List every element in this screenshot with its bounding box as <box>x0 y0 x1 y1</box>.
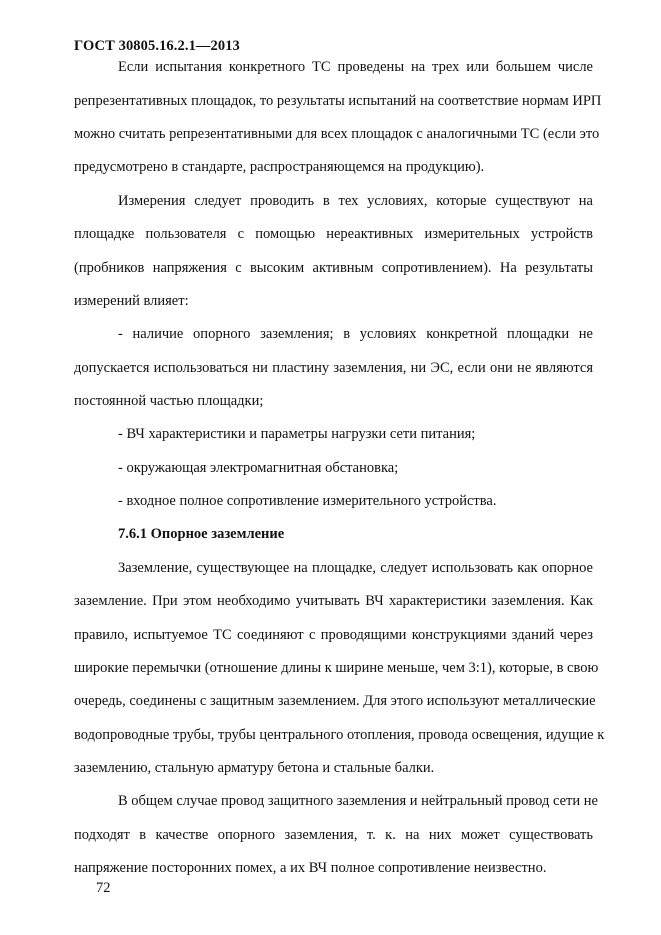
text-line: правило, испытуемое ТС соединяют с проводящими конструкциями зданий через <box>74 627 593 643</box>
text-line: очередь, соединены с защитным заземлением. Для этого используют металлические <box>74 693 596 709</box>
text-line: (пробников напряжения с высоким активным сопротивлением). На результаты <box>74 260 593 276</box>
text-line: подходят в качестве опорного заземления, т. к. на них может существовать <box>74 827 593 843</box>
text-line: постоянной частью площадки; <box>74 393 264 409</box>
text-line: площадке пользователя с помощью нереактивных измерительных устройств <box>74 226 593 242</box>
list-item: - наличие опорного заземления; в условиях конкретной площадки не <box>118 326 593 342</box>
text-line: В общем случае провод защитного заземления и нейтральный провод сети не <box>118 793 598 809</box>
page-number: 72 <box>96 880 111 896</box>
text-line: предусмотрено в стандарте, распространяющемся на продукцию). <box>74 159 485 175</box>
list-item: - ВЧ характеристики и параметры нагрузки сети питания; <box>118 426 476 442</box>
text-line: Если испытания конкретного ТС проведены на трех или большем числе <box>118 59 593 75</box>
text-line: заземление. При этом необходимо учитывать ВЧ характеристики заземления. Как <box>74 593 593 609</box>
document-header: ГОСТ 30805.16.2.1—2013 <box>74 38 240 54</box>
text-line: водопроводные трубы, трубы центрального отопления, провода освещения, идущие к <box>74 727 605 743</box>
list-item: - окружающая электромагнитная обстановка; <box>118 460 399 476</box>
text-line: можно считать репрезентативными для всех площадок с аналогичными ТС (если это <box>74 126 600 142</box>
text-line: широкие перемычки (отношение длины к ширине меньше, чем 3:1), которые, в свою <box>74 660 599 676</box>
text-line: Заземление, существующее на площадке, следует использовать как опорное <box>118 560 593 576</box>
text-line: допускается использоваться ни пластину заземления, ни ЭС, если они не являются <box>74 360 593 376</box>
text-line: напряжение посторонних помех, а их ВЧ полное сопротивление неизвестно. <box>74 860 547 876</box>
text-line: заземлению, стальную арматуру бетона и стальные балки. <box>74 760 435 776</box>
text-line: измерений влияет: <box>74 293 189 309</box>
list-item: - входное полное сопротивление измерительного устройства. <box>118 493 497 509</box>
section-heading: 7.6.1 Опорное заземление <box>118 526 285 542</box>
text-line: Измерения следует проводить в тех условиях, которые существуют на <box>118 193 593 209</box>
text-line: репрезентативных площадок, то результаты испытаний на соответствие нормам ИРП <box>74 93 602 109</box>
